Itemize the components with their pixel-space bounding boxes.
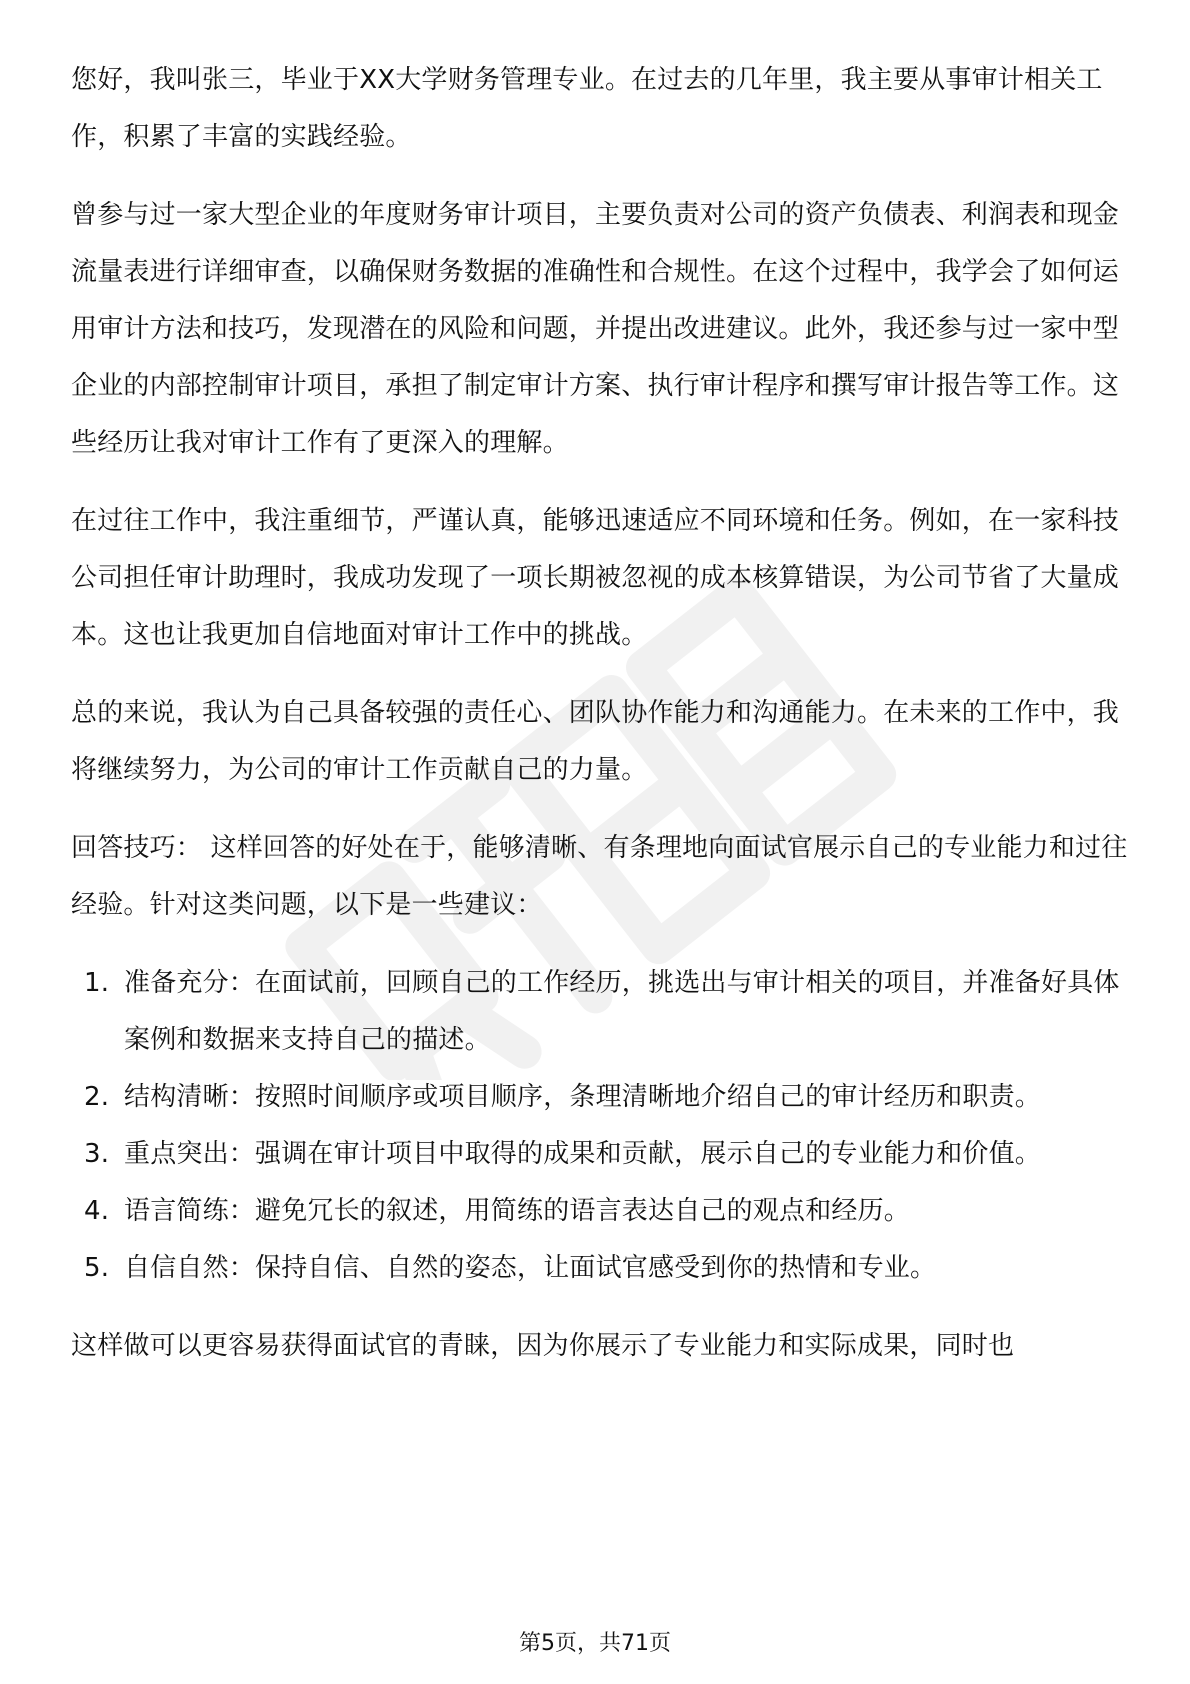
work-style-paragraph: 在过往工作中，我注重细节，严谨认真，能够迅速适应不同环境和任务。例如，在一家科技公司担任审计助理时，我成功发现了一项长期被忽视的成本核算错误，为公司节省了大量成本。这也让我更加自信地面对审计工作中的挑战。 bbox=[71, 506, 1120, 650]
list-item-text: 准备充分：在面试前，回顾自己的工作经历，挑选出与审计相关的项目，并准备好具体案例和数据来支持自己的描述。 bbox=[124, 968, 1120, 1055]
experience-paragraph: 曾参与过一家大型企业的年度财务审计项目，主要负责对公司的资产负债表、利润表和现金流量表进行详细审查，以确保财务数据的准确性和合规性。在这个过程中，我学会了如何运用审计方法和技巧，发现潜在的风险和问题，并提出改进建议。此外，我还参与过一家中型企业的内部控制审计项目，承担了制定审计方案、执行审计程序和撰写审计报告等工作。这些经历让我对审计工作有了更深入的理解。 bbox=[71, 200, 1120, 458]
list-item-number: 4. bbox=[84, 1196, 110, 1226]
document-body bbox=[71, 52, 1131, 1396]
list-item bbox=[71, 955, 1131, 1069]
summary-paragraph: 总的来说，我认为自己具备较强的责任心、团队协作能力和沟通能力。在未来的工作中，我将继续努力，为公司的审计工作贡献自己的力量。 bbox=[71, 698, 1120, 785]
answer-tips-intro: 回答技巧： 这样回答的好处在于，能够清晰、有条理地向面试官展示自己的专业能力和过往经验。针对这类问题，以下是一些建议： bbox=[71, 833, 1128, 920]
list-item-number: 2. bbox=[84, 1082, 110, 1112]
list-item bbox=[71, 1183, 1131, 1240]
list-item-text: 重点突出：强调在审计项目中取得的成果和贡献，展示自己的专业能力和价值。 bbox=[124, 1139, 1042, 1169]
closing-paragraph: 这样做可以更容易获得面试官的青睐，因为你展示了专业能力和实际成果，同时也 bbox=[71, 1331, 1015, 1361]
list-item-text: 语言简练：避免冗长的叙述，用简练的语言表达自己的观点和经历。 bbox=[124, 1196, 911, 1226]
page-number-footer: 第5页，共71页 bbox=[519, 1631, 671, 1656]
list-item-text: 自信自然：保持自信、自然的姿态，让面试官感受到你的热情和专业。 bbox=[124, 1253, 937, 1283]
list-item bbox=[71, 1240, 1131, 1297]
list-item bbox=[71, 1126, 1131, 1183]
list-item bbox=[71, 1069, 1131, 1126]
list-item-number: 5. bbox=[84, 1253, 110, 1283]
intro-paragraph: 您好，我叫张三，毕业于XX大学财务管理专业。在过去的几年里，我主要从事审计相关工作，积累了丰富的实践经验。 bbox=[71, 65, 1103, 152]
list-item-number: 3. bbox=[84, 1139, 110, 1169]
list-item-number: 1. bbox=[84, 968, 110, 998]
tips-list bbox=[71, 955, 1131, 1297]
list-item-text: 结构清晰：按照时间顺序或项目顺序，条理清晰地介绍自己的审计经历和职责。 bbox=[124, 1082, 1042, 1112]
